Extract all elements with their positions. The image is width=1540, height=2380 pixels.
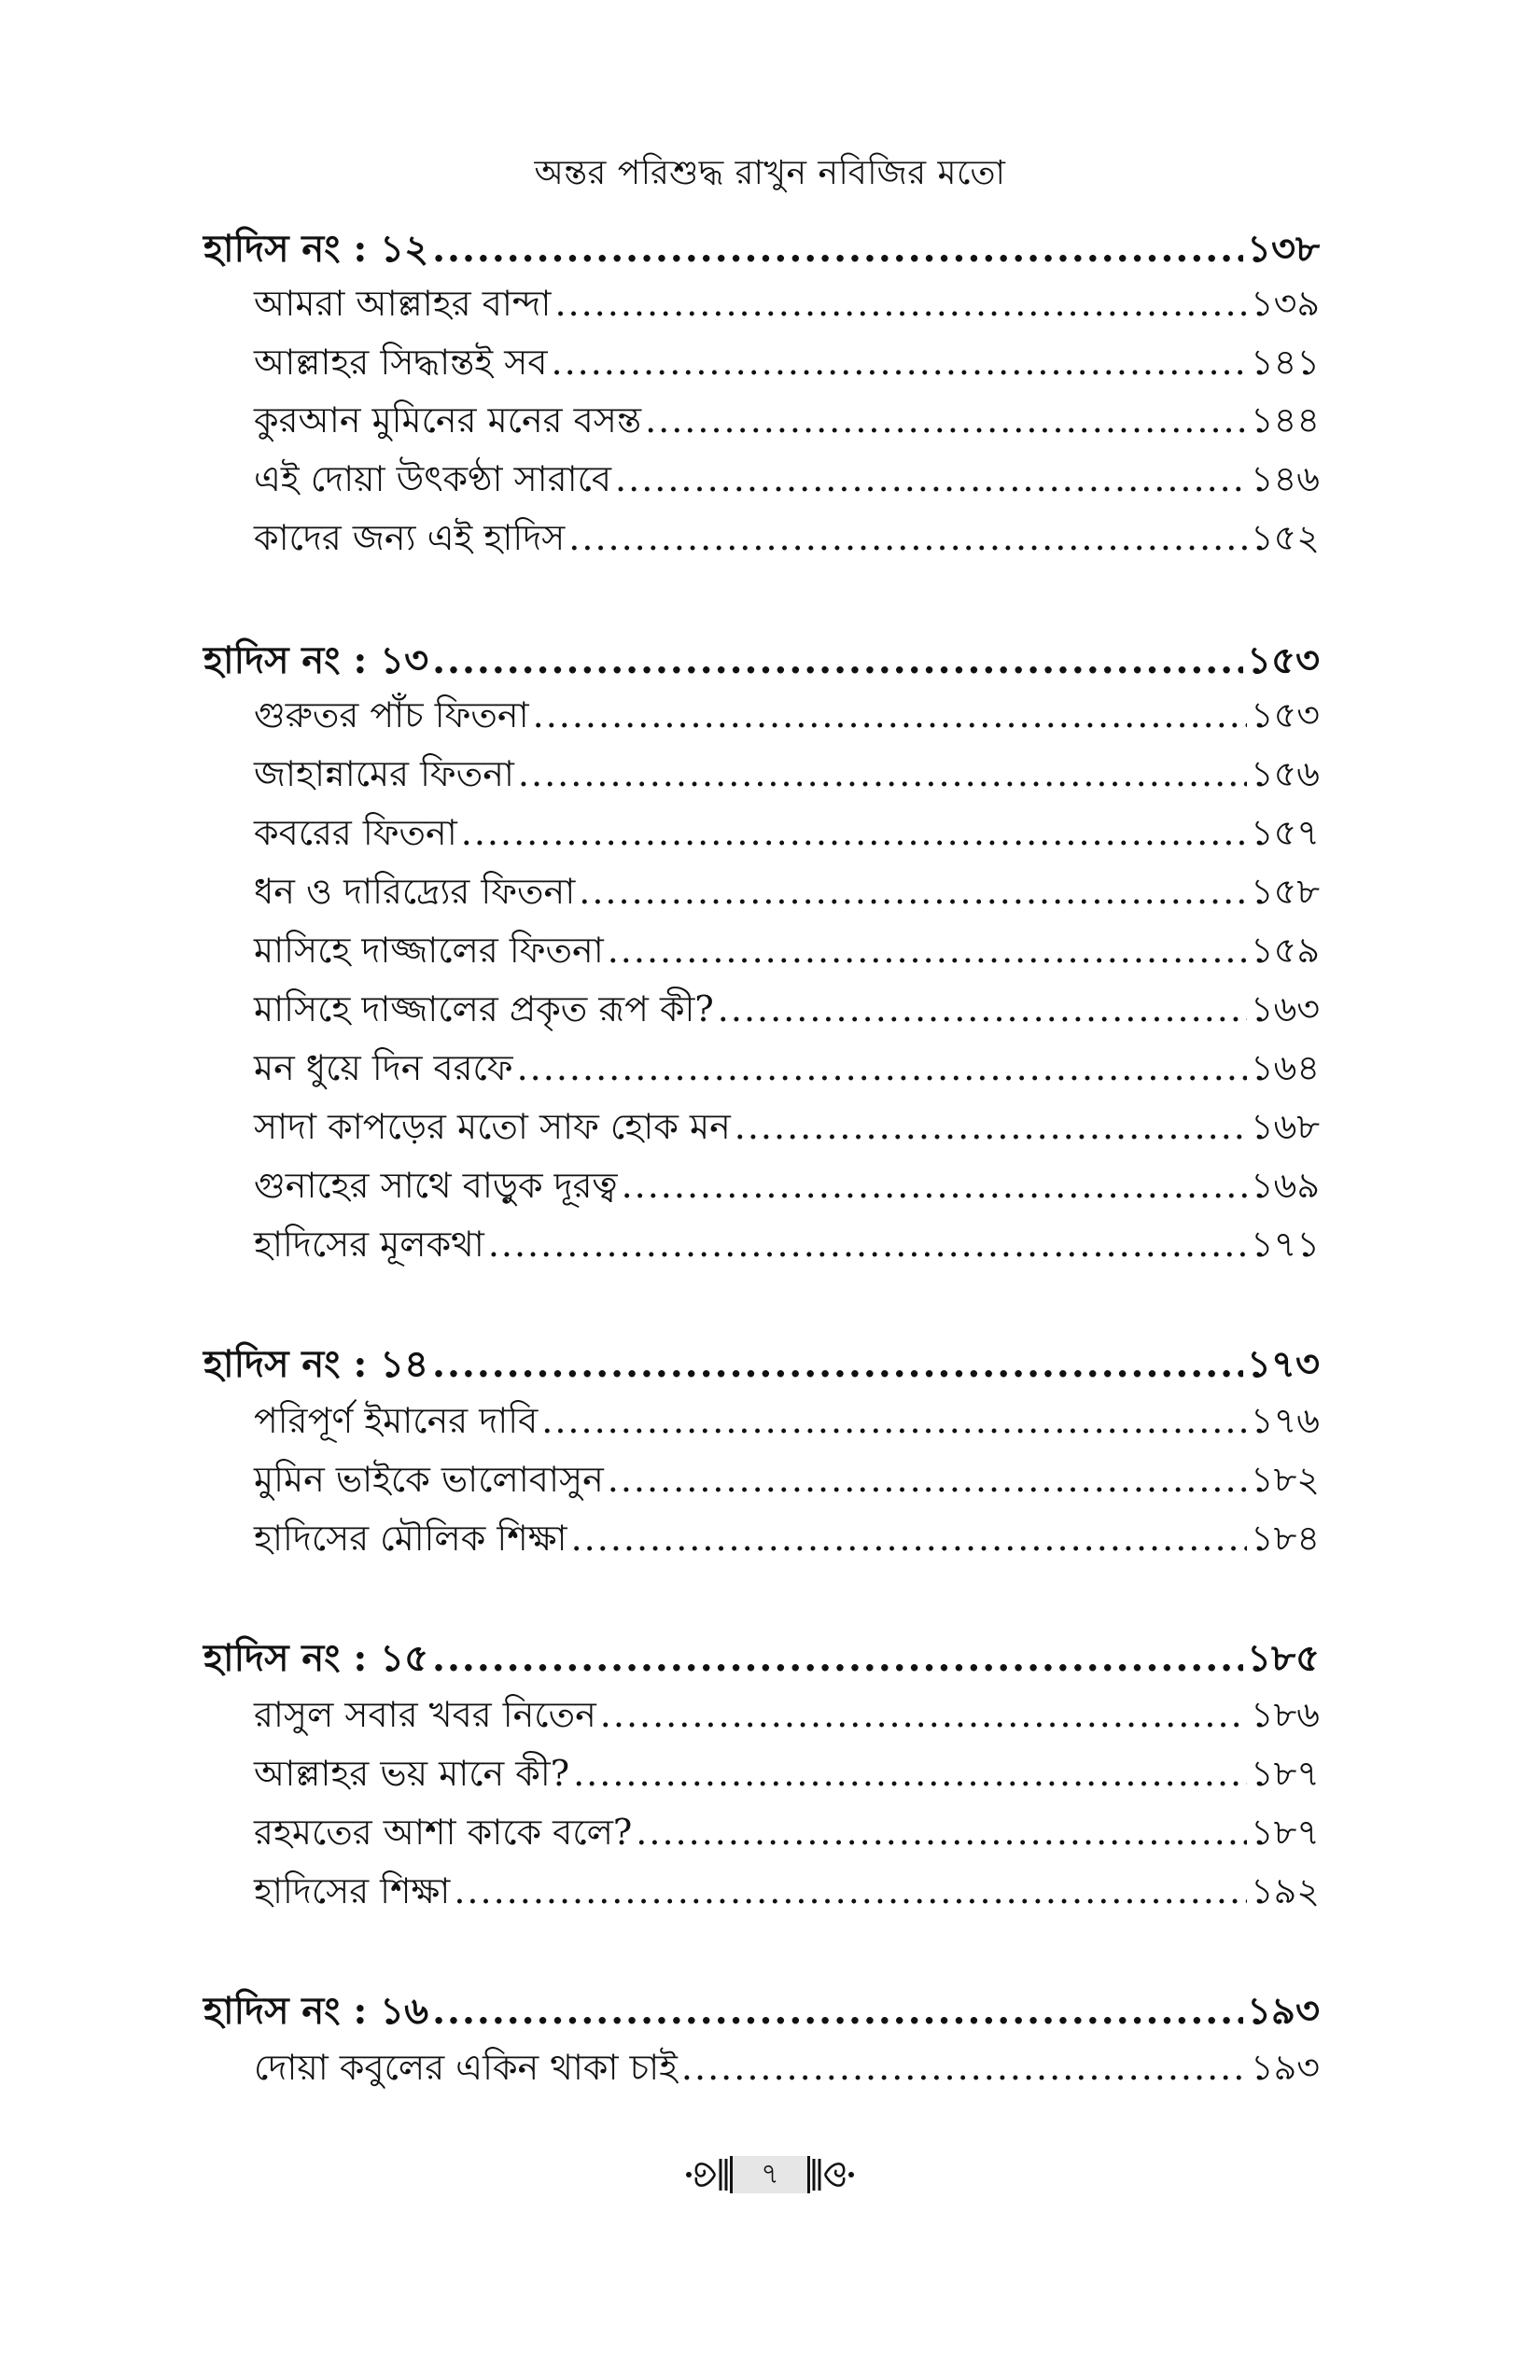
page-number: ১৯৩ [1250,2047,1320,2088]
item-title: এই দোয়া উৎকণ্ঠা সারাবে [254,458,612,499]
item-title: হাদিসের মূলকথা [254,1224,484,1265]
item-title: কাদের জন্য এই হাদিস [254,517,566,558]
leader-dots [432,1342,1243,1386]
page-number: ১৮৭ [1250,1753,1320,1794]
toc-section-15[interactable] [203,1629,1320,1687]
page-number: ১৭৬ [1250,1400,1320,1441]
page-number: ১৫৭ [1250,812,1320,853]
footer-page-number: ৭ [761,2157,779,2191]
leader-dots [461,812,1247,853]
leader-dots [518,753,1247,794]
leader-dots [432,227,1243,271]
leader-dots [622,1165,1247,1206]
item-title: আল্লাহর সিদ্ধান্তই সব [254,342,548,383]
item-title: রহমতের আশা কাকে বলে? [254,1812,633,1853]
page-number: ১৬৩ [1250,988,1320,1029]
page-number-box [730,2156,810,2193]
page-number: ১৩৮ [1247,227,1320,271]
page-number: ১৭১ [1250,1224,1320,1265]
page-number: ১৮৫ [1247,1636,1320,1680]
toc-item[interactable] [254,1452,1320,1510]
toc-item[interactable] [254,688,1320,746]
item-title: পরিপূর্ণ ইমানের দাবি [254,1400,539,1441]
leader-dots [488,1224,1247,1265]
item-title: মাসিহে দাজ্জালের প্রকৃত রূপ কী? [254,988,714,1029]
item-title: মন ধুয়ে দিন বরফে [254,1047,513,1088]
toc-item[interactable] [254,864,1320,922]
page-number: ১৬৯ [1250,1165,1320,1206]
toc-item[interactable] [254,1393,1320,1451]
toc-item[interactable] [254,393,1320,451]
toc-section-16[interactable] [203,1981,1320,2039]
item-title: কবরের ফিতনা [254,812,457,853]
leader-dots [600,1694,1247,1735]
page-number: ১৮৪ [1251,1518,1320,1559]
page-number: ১৫৩ [1247,638,1320,682]
leader-dots [551,342,1247,383]
page-number: ১৯৩ [1247,1989,1320,2033]
item-title: দোয়া কবুলের একিন থাকা চাই [254,2047,678,2088]
toc-item[interactable] [254,805,1320,863]
section-title: হাদিস নং : ১৪ [203,1342,429,1386]
toc-item[interactable] [254,923,1320,981]
page-number: ১৬৮ [1250,1106,1320,1147]
leader-dots [735,1106,1247,1147]
page-number: ১৮৭ [1250,1812,1320,1853]
page-number: ১৪১ [1251,342,1320,383]
leader-dots [554,283,1247,324]
page-number: ১৫৯ [1251,930,1320,971]
leader-dots [579,871,1247,912]
page-number: ১৫২ [1250,517,1320,558]
toc-item[interactable] [254,1687,1320,1745]
item-title: ধন ও দারিদ্র্যের ফিতনা [254,871,576,912]
page-number: ১৩৯ [1250,283,1320,324]
leader-dots [608,1459,1247,1500]
running-header: অন্তর পরিশুদ্ধ রাখুন নবিজির মতো [534,154,1006,192]
toc-item[interactable] [254,1099,1320,1157]
toc-item[interactable] [254,747,1320,805]
page-number: ১৫৮ [1251,871,1320,912]
toc-item[interactable] [254,1511,1320,1569]
item-title: কুরআন মুমিনের মনের বসন্ত [254,399,642,441]
leader-dots [718,988,1247,1029]
toc-item[interactable] [254,511,1320,568]
left-ornament-icon [665,2151,730,2198]
folio [665,2151,875,2198]
toc-item[interactable] [254,1041,1320,1099]
item-title: সাদা কাপড়ের মতো সাফ হোক মন [254,1106,731,1147]
leader-dots [645,399,1247,441]
page-number: ১৪৬ [1250,458,1320,499]
page-footer [0,2151,1540,2198]
leader-dots [517,1047,1247,1088]
item-title: হাদিসের মৌলিক শিক্ষা [254,1518,567,1559]
section-title: হাদিস নং : ১৫ [203,1636,429,1680]
page-number: ১৯২ [1250,1870,1320,1911]
page-number: ১৬৪ [1250,1047,1320,1088]
toc-section-14[interactable] [203,1335,1320,1393]
toc-item[interactable] [254,1805,1320,1863]
leader-dots [432,1989,1243,2033]
leader-dots [432,1636,1243,1680]
item-title: হাদিসের শিক্ষা [254,1870,451,1911]
item-title: গুনাহের সাথে বাড়ুক দূরত্ব [254,1165,618,1206]
toc-item[interactable] [254,452,1320,510]
item-title: মাসিহে দাজ্জালের ফিতনা [254,930,604,971]
leader-dots [636,1812,1247,1853]
leader-dots [568,517,1247,558]
toc-item[interactable] [254,1158,1320,1216]
right-ornament-icon [810,2151,875,2198]
item-title: আল্লাহর ভয় মানে কী? [254,1753,570,1794]
page-number: ১৭৩ [1247,1342,1320,1386]
page-number: ১৫৩ [1250,694,1320,735]
toc-item[interactable] [254,1217,1320,1275]
leader-dots [573,1753,1247,1794]
item-title: রাসুল সবার খবর নিতেন [254,1694,596,1735]
page-number: ১৪৪ [1251,399,1320,441]
item-title: মুমিন ভাইকে ভালোবাসুন [254,1459,604,1500]
toc-item[interactable] [254,1746,1320,1804]
leader-dots [681,2047,1247,2088]
section-title: হাদিস নং : ১৩ [203,638,429,682]
section-title: হাদিস নং : ১৬ [203,1989,429,2033]
leader-dots [432,638,1243,682]
leader-dots [533,694,1247,735]
page-number: ১৮২ [1250,1459,1320,1500]
leader-dots [541,1400,1247,1441]
toc-item[interactable] [254,335,1320,393]
leader-dots [608,930,1247,971]
toc-section-12[interactable] [203,219,1320,277]
leader-dots [615,458,1247,499]
page-number: ১৫৬ [1250,753,1320,794]
item-title: গুরুতর পাঁচ ফিতনা [254,694,529,735]
item-title: আমরা আল্লাহর বান্দা [254,283,552,324]
item-title: জাহান্নামের ফিতনা [254,753,514,794]
page-number: ১৮৬ [1250,1694,1320,1735]
section-title: হাদিস নং : ১২ [203,227,429,271]
toc-item[interactable] [254,1864,1320,1922]
toc-item[interactable] [254,982,1320,1040]
toc-item[interactable] [254,276,1320,334]
leader-dots [571,1518,1247,1559]
toc-section-13[interactable] [203,631,1320,689]
toc-item[interactable] [254,2040,1320,2098]
leader-dots [454,1870,1247,1911]
